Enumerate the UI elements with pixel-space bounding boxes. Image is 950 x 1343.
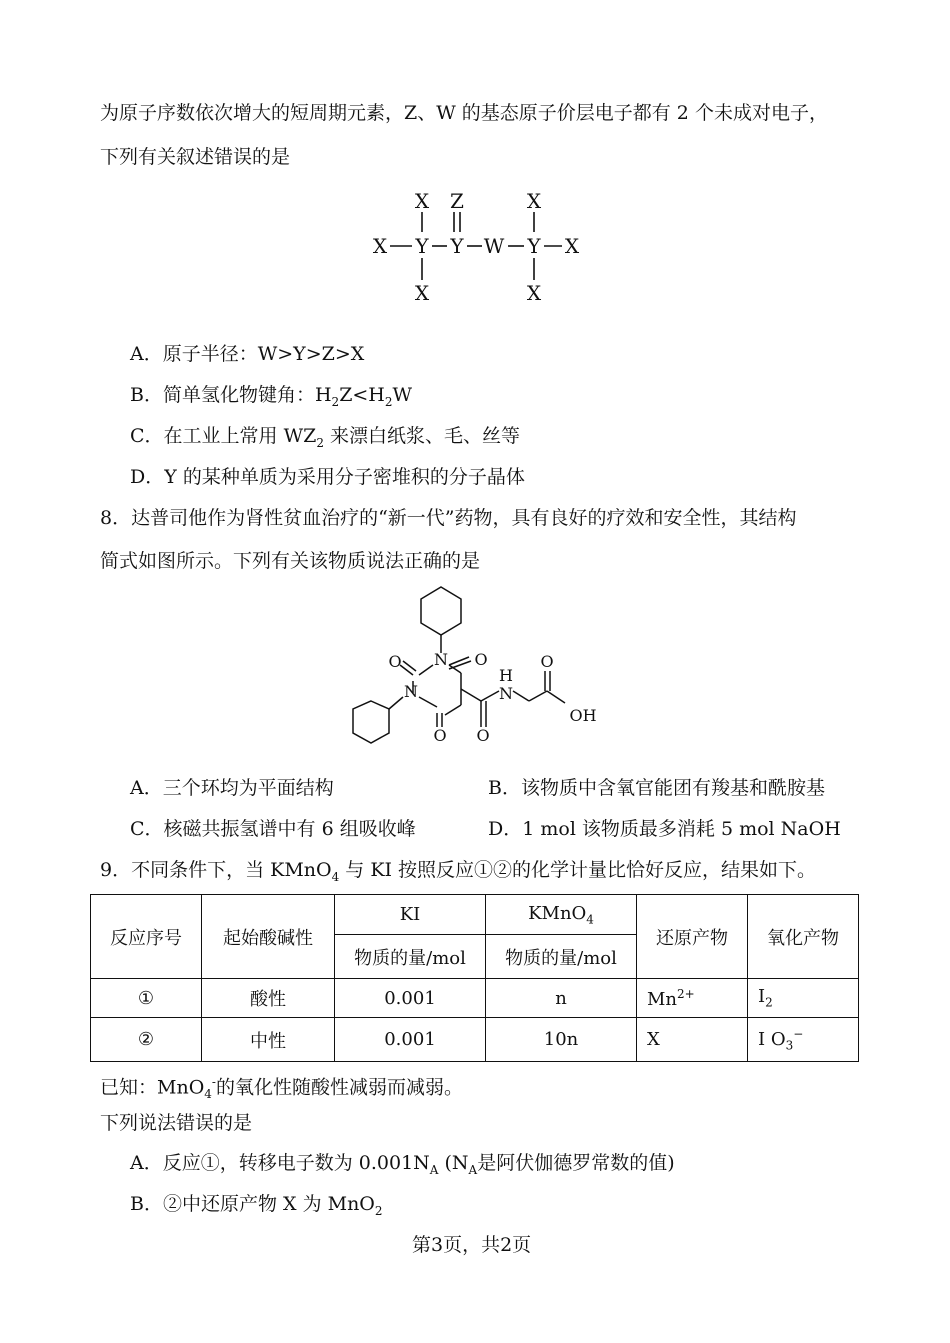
q9-question: 下列说法错误的是	[100, 1112, 253, 1134]
atom-o-left: O	[388, 652, 402, 671]
cell-ki: 0.001	[335, 1018, 486, 1062]
cell-oxidation: $I_2$	[748, 979, 859, 1018]
header-initial-acidity: 起始酸碱性	[202, 895, 335, 979]
q8-option-a: A．三个环均为平面结构	[130, 777, 334, 799]
atom-n-left: N	[404, 682, 418, 701]
q8-option-d: D．1 mol 该物质最多消耗 5 mol NaOH	[488, 818, 841, 840]
atom-y-2: Y	[450, 234, 464, 258]
q8-option-c: C．核磁共振氢谱中有 6 组吸收峰	[130, 818, 416, 840]
q9-result-table	[90, 894, 859, 1062]
table-row	[91, 1018, 859, 1062]
q8-option-b: B．该物质中含氧官能团有羧基和酰胺基	[488, 777, 825, 799]
atom-y-1: Y	[415, 234, 429, 258]
q9-known: 已知：MnO$_4$-的氧化性随酸性减弱而减弱。	[100, 1075, 463, 1102]
atom-x-top-left: X	[414, 190, 430, 213]
q8-stem-line2: 简式如图所示。下列有关该物质说法正确的是	[100, 550, 481, 572]
header-kmno4-amount: 物质的量/mol	[486, 935, 637, 979]
atom-y-3: Y	[527, 234, 541, 258]
cell-acidity: 酸性	[202, 979, 335, 1018]
q9-stem: 9．不同条件下，当 KMnO$_4$ 与 KI 按照反应①②的化学计量比恰好反应，结果如下。	[100, 859, 817, 884]
q8-stem-line1: 8．达普司他作为肾性贫血治疗的“新一代”药物，具有良好的疗效和安全性，其结构	[100, 507, 797, 529]
q7-option-b: B．简单氢化物键角：$H_2Z<H_2W$	[130, 384, 413, 409]
header-reduction-product: 还原产物	[637, 895, 748, 979]
q7-option-c: C．在工业上常用 $WZ_2$ 来漂白纸浆、毛、丝等	[130, 425, 520, 450]
atom-x-top-right: X	[526, 190, 542, 213]
atom-x-left: X	[372, 234, 388, 258]
page-footer: 第3页，共2页	[412, 1234, 532, 1256]
atom-x-right: X	[564, 234, 580, 258]
header-kmno4: KMnO$_4$	[486, 895, 637, 935]
cell-reduction: X	[637, 1018, 748, 1062]
header-oxidation-product: 氧化产物	[748, 895, 859, 979]
q7-option-d: D．Y 的某种单质为采用分子密堆积的分子晶体	[130, 466, 525, 488]
cell-seq: ①	[91, 979, 202, 1018]
cell-seq: ②	[91, 1018, 202, 1062]
atom-h-amide: H	[499, 666, 513, 685]
atom-o-carboxyl: O	[540, 652, 554, 671]
header-ki: KI	[335, 895, 486, 935]
atom-n-top: N	[434, 650, 448, 669]
atom-z-top: Z	[450, 190, 464, 213]
q7-option-a: A．原子半径：W>Y>Z>X	[130, 343, 365, 365]
table-row	[91, 979, 859, 1018]
q7-intro-line2: 下列有关叙述错误的是	[100, 146, 291, 168]
q8-structure-diagram	[345, 585, 615, 755]
q9-option-a: A．反应①，转移电子数为 $0.001N_A$ ($N_A$是阿伏伽德罗常数的值)	[130, 1152, 675, 1177]
cell-acidity: 中性	[202, 1018, 335, 1062]
header-ki-amount: 物质的量/mol	[335, 935, 486, 979]
q9-option-b: B．②中还原产物 X 为 MnO$_2$	[130, 1193, 383, 1218]
atom-w: W	[483, 234, 505, 258]
atom-x-bottom-right: X	[526, 281, 542, 305]
atom-n-amide: N	[499, 684, 513, 703]
header-reaction-seq: 反应序号	[91, 895, 202, 979]
atom-oh: OH	[569, 706, 597, 725]
cell-reduction: $Mn^{2+}$	[637, 979, 748, 1018]
q7-structure-diagram	[360, 190, 620, 310]
q7-intro-line1: 为原子序数依次增大的短周期元素，Z、W 的基态原子价层电子都有 2 个未成对电子，	[100, 102, 828, 124]
atom-o-amide: O	[476, 726, 490, 745]
atom-o-top-right: O	[474, 650, 488, 669]
atom-o-bottom: O	[433, 726, 447, 745]
cell-ki: 0.001	[335, 979, 486, 1018]
cell-kmno4: 10n	[486, 1018, 637, 1062]
cell-oxidation: I $O_3^-$	[748, 1018, 859, 1062]
atom-x-bottom-left: X	[414, 281, 430, 305]
cell-kmno4: n	[486, 979, 637, 1018]
